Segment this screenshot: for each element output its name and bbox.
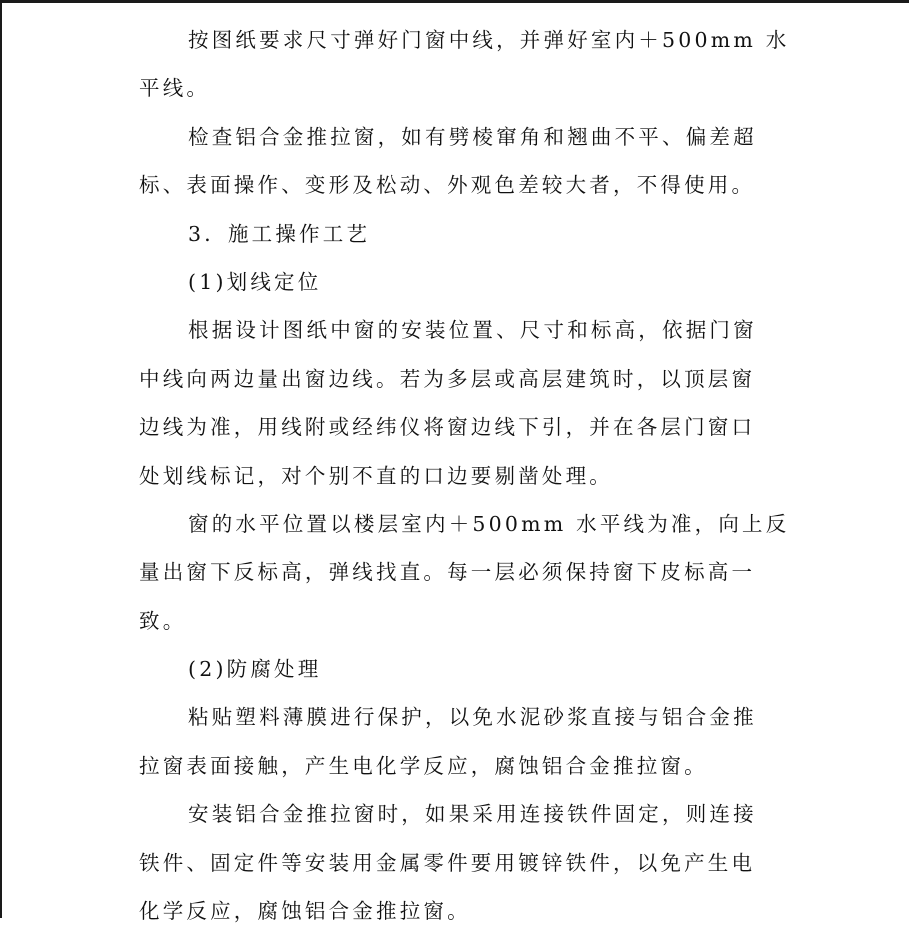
text-line: 化学反应，腐蚀铝合金推拉窗。 — [139, 899, 471, 924]
page-left-border — [0, 0, 2, 918]
text-line: 标、表面操作、变形及松动、外观色差较大者，不得使用。 — [139, 173, 756, 198]
text-line: 铁件、固定件等安装用金属零件要用镀锌铁件，以免产生电 — [139, 850, 756, 875]
page-top-border — [0, 0, 909, 3]
text-line: 处划线标记，对个别不直的口边要剔凿处理。 — [139, 463, 613, 488]
text-line: 安装铝合金推拉窗时，如果采用连接铁件固定，则连接 — [188, 802, 757, 827]
text-line: 拉窗表面接触，产生电化学反应，腐蚀铝合金推拉窗。 — [139, 753, 708, 778]
text-line: 按图纸要求尺寸弹好门窗中线，并弹好室内＋500mm 水 — [188, 28, 790, 52]
subsection-heading: (1)划线定位 — [188, 269, 322, 294]
text-line: 量出窗下反标高，弹线找直。每一层必须保持窗下皮标高一 — [139, 560, 756, 585]
text-line: 窗的水平位置以楼层室内＋500mm 水平线为准，向上反 — [188, 511, 790, 536]
text-line: 根据设计图纸中窗的安装位置、尺寸和标高，依据门窗 — [188, 318, 757, 343]
subsection-heading: (2)防腐处理 — [188, 657, 322, 682]
document-page — [139, 16, 790, 935]
text-line: 检查铝合金推拉窗，如有劈棱窜角和翘曲不平、偏差超 — [188, 124, 757, 149]
text-line: 边线为准，用线附或经纬仪将窗边线下引，并在各层门窗口 — [139, 415, 756, 440]
text-line: 中线向两边量出窗边线。若为多层或高层建筑时，以顶层窗 — [139, 366, 756, 391]
text-line: 平线。 — [139, 76, 211, 101]
section-heading: 3．施工操作工艺 — [188, 221, 371, 246]
text-line: 粘贴塑料薄膜进行保护，以免水泥砂浆直接与铝合金推 — [188, 705, 757, 730]
text-line: 致。 — [139, 608, 187, 633]
